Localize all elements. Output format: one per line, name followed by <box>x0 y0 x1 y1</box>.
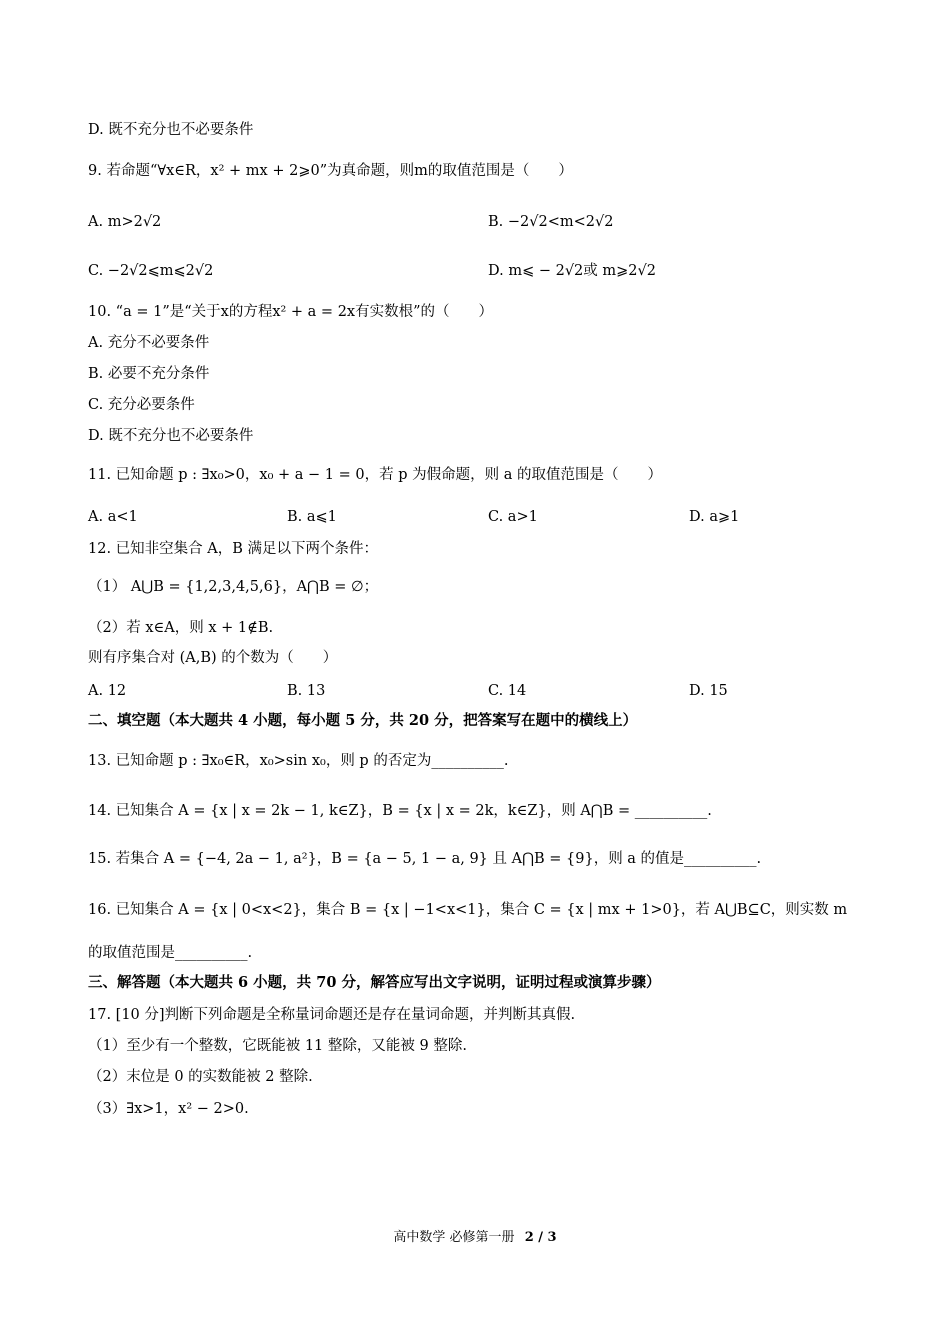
question-10: 10. “a = 1”是“关于x的方程x² + a = 2x有实数根”的（ ） <box>88 304 494 320</box>
question-11: 11. 已知命题 p : ∃x₀>0，x₀ + a − 1 = 0，若 p 为假命题，则 a 的取值范围是（ ） <box>88 467 662 483</box>
question-13: 13. 已知命题 p : ∃x₀∈R，x₀>sin x₀，则 p 的否定为__________. <box>88 753 509 769</box>
question-15: 15. 若集合 A = {−4, 2a − 1, a²}，B = {a − 5, 1 − a, 9} 且 A⋂B = {9}，则 a 的值是__________. <box>88 851 762 867</box>
option-c: C. a>1 <box>488 509 538 525</box>
option-c: C. 充分必要条件 <box>88 397 195 413</box>
question-11-options <box>88 507 740 527</box>
question-12-condition-1: （1） A⋃B = {1,2,3,4,5,6}，A⋂B = ∅； <box>88 579 379 595</box>
option-b: B. 13 <box>287 683 326 699</box>
question-17-part-2: （2）末位是 0 的实数能被 2 整除. <box>88 1069 313 1085</box>
page-number: 2 / 3 <box>524 1230 557 1245</box>
option-c: C. 14 <box>488 683 527 699</box>
section-3-heading: 三、解答题（本大题共 6 小题，共 70 分，解答应写出文字说明，证明过程或演算步骤） <box>88 974 661 991</box>
question-16-continued: 的取值范围是__________. <box>88 945 253 961</box>
option-b: B. −2√2<m<2√2 <box>488 214 614 230</box>
question-12-condition-2: （2）若 x∈A，则 x + 1∉B. <box>88 620 274 636</box>
question-9: 9. 若命题“∀x∈R，x² + mx + 2⩾0”为真命题，则m的取值范围是（ ） <box>88 163 573 179</box>
option-d: D. a⩾1 <box>689 509 740 525</box>
footer-label: 高中数学 必修第一册 <box>393 1230 515 1245</box>
option-a: A. 12 <box>88 683 127 699</box>
question-12: 12. 已知非空集合 A，B 满足以下两个条件： <box>88 541 379 557</box>
question-17-part-3: （3）∃x>1，x² − 2>0. <box>88 1101 249 1117</box>
question-17-part-1: （1）至少有一个整数，它既能被 11 整除，又能被 9 整除. <box>88 1038 467 1054</box>
question-14: 14. 已知集合 A = {x | x = 2k − 1, k∈Z}，B = {x | x = 2k，k∈Z}，则 A⋂B = __________. <box>88 803 712 819</box>
page-footer <box>0 1226 950 1245</box>
option-b: B. 必要不充分条件 <box>88 366 210 382</box>
section-2-heading: 二、填空题（本大题共 4 小题，每小题 5 分，共 20 分，把答案写在题中的横线上） <box>88 712 638 729</box>
question-17: 17. [10 分]判断下列命题是全称量词命题还是存在量词命题，并判断其真假. <box>88 1007 576 1023</box>
option-d: D. 15 <box>689 683 728 699</box>
option-a: A. 充分不必要条件 <box>88 335 210 351</box>
option-b: B. a⩽1 <box>287 509 337 525</box>
option-d-q8: D. 既不充分也不必要条件 <box>88 122 254 138</box>
option-c: C. −2√2⩽m⩽2√2 <box>88 263 214 279</box>
option-a: A. a<1 <box>88 509 138 525</box>
option-d: D. m⩽ − 2√2或 m⩾2√2 <box>488 263 656 279</box>
question-9-options-row2 <box>88 261 656 281</box>
question-12-prompt: 则有序集合对 (A,B) 的个数为（ ） <box>88 650 338 666</box>
question-16: 16. 已知集合 A = {x | 0<x<2}，集合 B = {x | −1<x<1}，集合 C = {x | mx + 1>0}，若 A⋃B⊆C，则实数 m <box>88 902 848 918</box>
question-12-options <box>88 681 728 701</box>
option-a: A. m>2√2 <box>88 214 162 230</box>
question-9-options-row1 <box>88 212 614 232</box>
option-d: D. 既不充分也不必要条件 <box>88 428 254 444</box>
